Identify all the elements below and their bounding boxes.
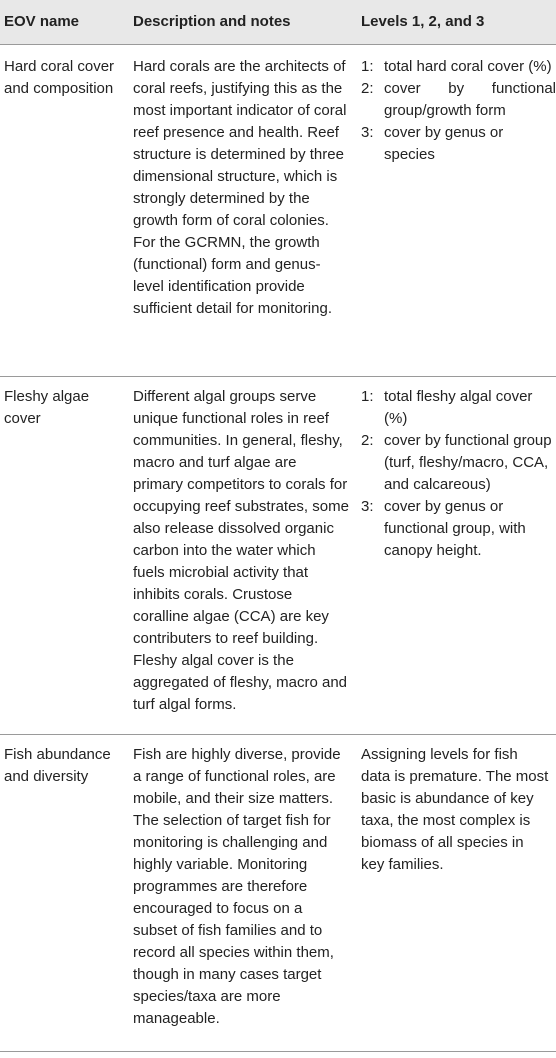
level-text: total hard coral cover (%) [384,58,552,75]
level-text: cover by functional group (turf, fleshy/macro, CCA, and calcareous) [384,432,552,493]
level-item [361,496,556,562]
row-1-description: Hard corals are the architects of coral reefs, justifying this as the most important indicator of coral reef presence and health. Reef structure is determined by three dimensional structure, which is strongly determined by the growth form of coral colonies. For the GCRMN, the growth (functional) form and genus-level identification provide sufficient detail for monitoring. [133,58,347,317]
row-1-eov-name: Hard coral cover and composition [4,58,115,97]
row-divider [0,734,556,735]
level-number: 1: [361,388,374,405]
table-bottom-rule [0,1051,556,1052]
row-3-description: Fish are highly diverse, provide a range of functional roles, are mobile, and their size matters. The selection of target fish for monitoring is challenging and highly variable. Monitoring programmes are therefore encouraged to focus on a subset of fish families and to record all species within them, though in many cases target species/taxa are more manageable. [133,746,341,1027]
row-divider [0,376,556,377]
level-item [361,430,556,496]
level-item [361,122,556,166]
level-number: 2: [361,80,374,97]
row-2-levels [361,386,556,562]
header-divider [0,44,556,45]
level-number: 2: [361,432,374,449]
row-3-levels-note: Assigning levels for fish data is premature. The most basic is abundance of key taxa, the most complex is biomass of all species in key families. [361,746,549,873]
table-header [0,0,556,44]
row-3-eov-name: Fish abundance and diversity [4,746,111,785]
level-text: cover by genus or functional group, with canopy height. [384,498,526,559]
level-item [361,78,556,122]
header-description: Description and notes [133,13,291,30]
level-text: total fleshy algal cover (%) [384,388,533,427]
row-1-levels [361,56,556,166]
level-number: 1: [361,58,374,75]
level-number: 3: [361,498,374,515]
header-levels: Levels 1, 2, and 3 [361,13,485,30]
row-2-eov-name: Fleshy algae cover [4,388,90,427]
level-text: cover by genus or species [384,124,504,163]
header-eov-name: EOV name [4,13,80,30]
level-number: 3: [361,124,374,141]
level-item [361,56,556,78]
level-text: cover by functional group/growth form [384,80,556,119]
row-2-description: Different algal groups serve unique functional roles in reef communities. In general, fleshy, macro and turf algae are primary competitors to corals for occupying reef substrates, some also release dissolved organic carbon into the water which fuels microbial activity that inhibits corals. Crustose coralline algae (CCA) are key contributers to reef building. Fleshy algal cover is the aggregated of fleshy, macro and turf algal forms. [133,388,349,713]
level-item [361,386,556,430]
